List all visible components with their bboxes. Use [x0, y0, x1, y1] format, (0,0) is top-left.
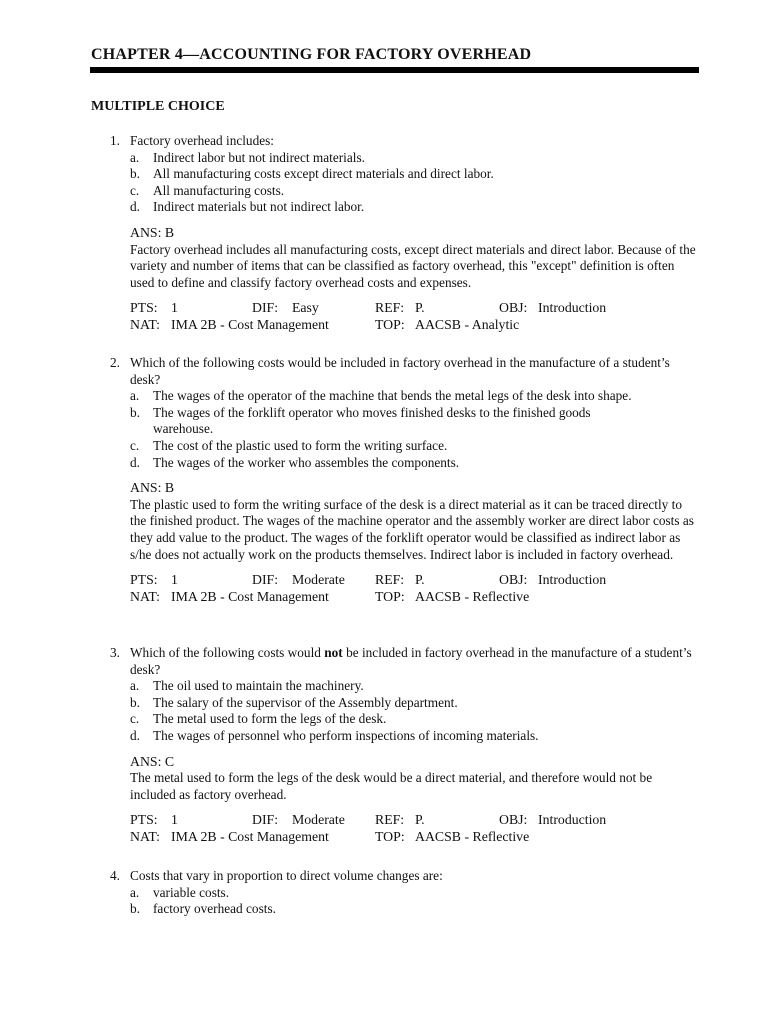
option-text: The wages of the forklift operator who moves finished desks to the finished goods warehouse. [153, 404, 591, 437]
metadata-row-1 [130, 812, 768, 829]
option-text: The wages of the worker who assembles the components. [153, 454, 460, 470]
option-c [130, 711, 700, 728]
option-text: The metal used to form the legs of the desk. [153, 711, 387, 727]
top-value: AACSB - Analytic [415, 316, 520, 332]
option-a [130, 388, 700, 405]
answer-explanation: The plastic used to form the writing surface of the desk is a direct material as it can be traced directly to the finished product. The wages of the machine operator and the assembly worker are direct labor costs as they add value to the product. The wages of the forklift operator would be classified as indirect labor as s/he does not actually work on the products themselves. Indirect labor is included in factory overhead. [130, 496, 694, 562]
question-stem: Which of the following costs would not be included in factory overhead in the manufacture of a student’s desk? [130, 645, 692, 677]
dif-value: Easy [292, 300, 319, 316]
option-text: The salary of the supervisor of the Assembly department. [153, 694, 458, 710]
metadata-row-1 [130, 572, 768, 589]
option-letter: b. [130, 694, 140, 710]
ref-value: P. [415, 572, 425, 588]
option-b [130, 405, 700, 438]
obj-label: OBJ: [499, 300, 528, 316]
nat-value: IMA 2B - Cost Management [171, 316, 329, 332]
option-letter: d. [130, 454, 140, 470]
top-label: TOP: [375, 828, 405, 844]
pts-value: 1 [171, 812, 178, 828]
nat-value: IMA 2B - Cost Management [171, 828, 329, 844]
ref-label: REF: [375, 572, 405, 588]
question-number: 4. [110, 868, 120, 883]
option-letter: d. [130, 199, 140, 215]
metadata-row-2 [130, 829, 768, 846]
question-4 [0, 868, 768, 918]
option-text: variable costs. [153, 884, 230, 900]
option-b [130, 166, 700, 183]
option-d [130, 455, 700, 472]
dif-label: DIF: [252, 300, 279, 316]
obj-value: Introduction [538, 572, 607, 588]
obj-label: OBJ: [499, 572, 528, 588]
nat-label: NAT: [130, 588, 160, 604]
question-number: 1. [110, 133, 120, 148]
question-3 [0, 645, 768, 846]
option-a [130, 885, 700, 902]
option-letter: a. [130, 884, 140, 900]
option-letter: c. [130, 711, 140, 727]
answer-explanation: The metal used to form the legs of the desk would be a direct material, and therefore would not be included as factory overhead. [130, 770, 653, 802]
metadata-row-1 [130, 300, 768, 317]
question-2 [0, 355, 768, 605]
option-text: factory overhead costs. [153, 901, 276, 917]
pts-label: PTS: [130, 572, 158, 588]
emphasis-not: not [324, 645, 343, 660]
dif-label: DIF: [252, 572, 279, 588]
option-d [130, 199, 700, 216]
obj-value: Introduction [538, 300, 607, 316]
option-b [130, 901, 700, 918]
ref-value: P. [415, 300, 425, 316]
pts-value: 1 [171, 300, 178, 316]
question-number: 2. [110, 355, 120, 370]
question-stem: Factory overhead includes: [130, 133, 274, 148]
option-c [130, 438, 700, 455]
option-letter: b. [130, 404, 140, 420]
nat-label: NAT: [130, 316, 160, 332]
top-label: TOP: [375, 588, 405, 604]
metadata-row-2 [130, 589, 768, 606]
option-d [130, 728, 700, 745]
question-stem: Which of the following costs would be included in factory overhead in the manufacture of a student’s desk? [130, 355, 670, 387]
nat-label: NAT: [130, 828, 160, 844]
option-text: All manufacturing costs. [153, 182, 285, 198]
option-letter: c. [130, 437, 140, 453]
option-text: Indirect labor but not indirect materials. [153, 149, 365, 165]
option-letter: a. [130, 149, 140, 165]
option-text: All manufacturing costs except direct materials and direct labor. [153, 166, 494, 182]
option-text: The wages of the operator of the machine that bends the metal legs of the desk into shape. [153, 388, 632, 404]
dif-value: Moderate [292, 572, 345, 588]
obj-value: Introduction [538, 812, 607, 828]
dif-value: Moderate [292, 812, 345, 828]
option-letter: a. [130, 678, 140, 694]
pts-label: PTS: [130, 812, 158, 828]
option-c [130, 183, 700, 200]
answer-key: ANS: B [130, 224, 175, 240]
ref-label: REF: [375, 300, 405, 316]
section-heading: MULTIPLE CHOICE [91, 99, 225, 114]
option-letter: d. [130, 727, 140, 743]
question-stem: Costs that vary in proportion to direct volume changes are: [130, 868, 443, 883]
dif-label: DIF: [252, 812, 279, 828]
option-letter: c. [130, 182, 140, 198]
question-number: 3. [110, 645, 120, 660]
option-text: The cost of the plastic used to form the writing surface. [153, 437, 448, 453]
top-label: TOP: [375, 316, 405, 332]
option-text: The oil used to maintain the machinery. [153, 678, 364, 694]
option-letter: b. [130, 166, 140, 182]
metadata-row-2 [130, 317, 768, 334]
top-value: AACSB - Reflective [415, 828, 530, 844]
ref-label: REF: [375, 812, 405, 828]
pts-value: 1 [171, 572, 178, 588]
answer-key: ANS: B [130, 480, 175, 496]
chapter-title: CHAPTER 4—ACCOUNTING FOR FACTORY OVERHEAD [91, 46, 532, 63]
option-text: Indirect materials but not indirect labor. [153, 199, 365, 215]
answer-key: ANS: C [130, 753, 175, 769]
obj-label: OBJ: [499, 812, 528, 828]
answer-explanation: Factory overhead includes all manufacturing costs, except direct materials and direct labor. Because of the variety and number of items that can be classified as factory overhead, this "except" definition is often used to define and classify factory overhead costs and expenses. [130, 241, 696, 290]
option-letter: a. [130, 388, 140, 404]
title-rule [90, 67, 699, 73]
pts-label: PTS: [130, 300, 158, 316]
nat-value: IMA 2B - Cost Management [171, 588, 329, 604]
top-value: AACSB - Reflective [415, 588, 530, 604]
option-a [130, 678, 700, 695]
ref-value: P. [415, 812, 425, 828]
option-text: The wages of personnel who perform inspections of incoming materials. [153, 727, 539, 743]
option-b [130, 695, 700, 712]
option-letter: b. [130, 901, 140, 917]
option-a [130, 150, 700, 167]
question-1 [0, 133, 768, 334]
